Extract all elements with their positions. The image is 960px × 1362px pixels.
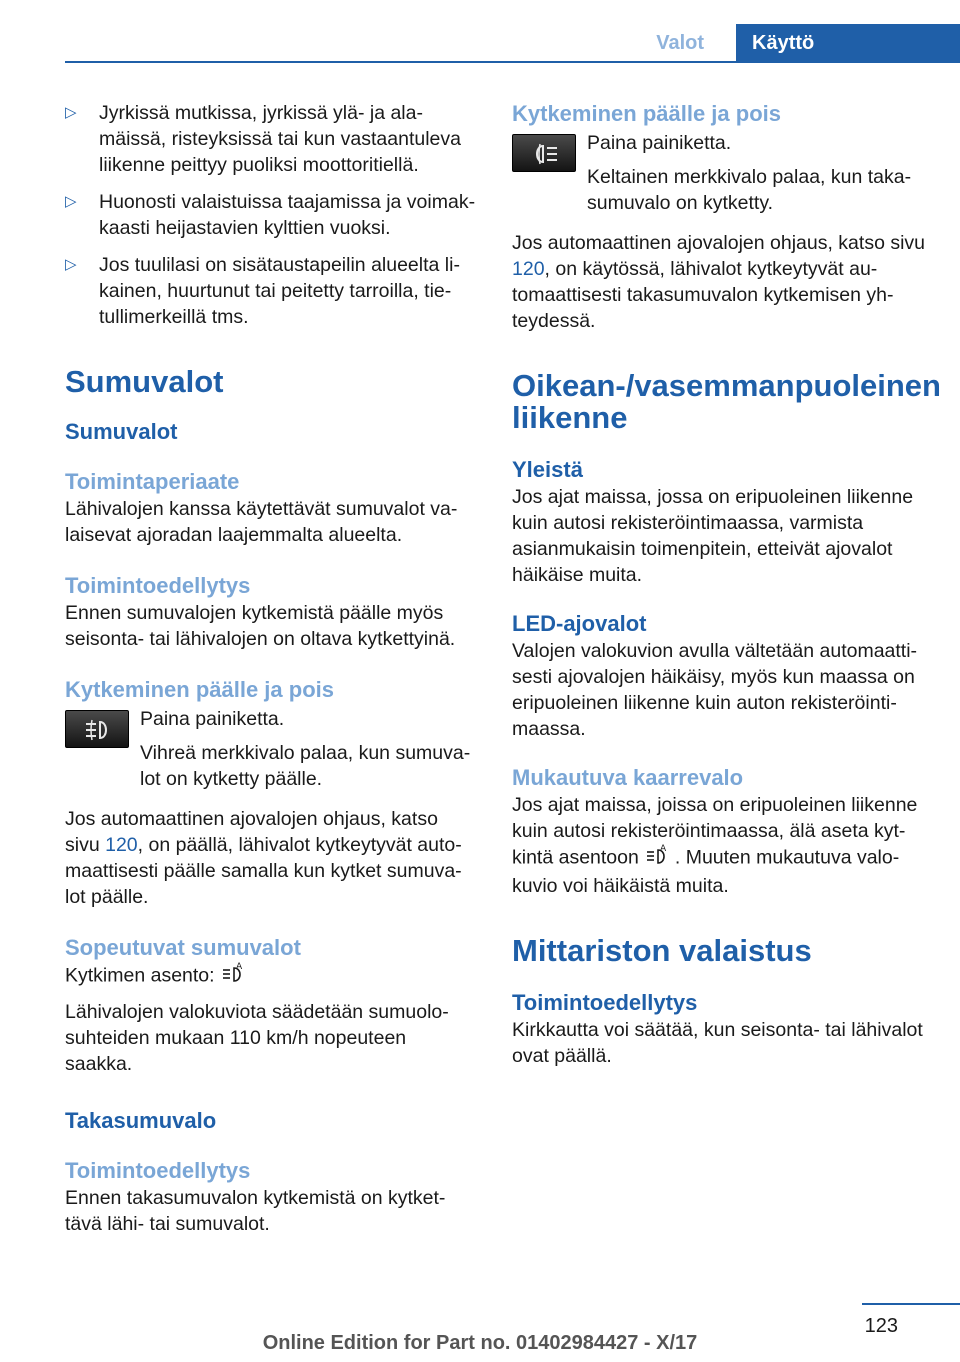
heading-oikean-vasemman: Oikean-/vasemmanpuoleinen liikenne — [512, 368, 941, 435]
right-column — [512, 100, 941, 1069]
front-fog-light-icon — [65, 710, 129, 748]
header-chapter: Käyttö — [736, 24, 960, 62]
page-header — [0, 24, 960, 62]
auto-headlight-icon — [645, 844, 669, 873]
heading-mukautuva: Mukautuva kaarrevalo — [512, 765, 744, 790]
heading-mittariston: Mittariston valaistus — [512, 933, 812, 968]
heading-toimintoedellytys-right: Toimintoedellytys — [512, 990, 698, 1015]
heading-sopeutuvat: Sopeutuvat sumuvalot — [65, 935, 301, 960]
edition-watermark: Online Edition for Part no. 01402984427 - X/17 — [262, 1332, 698, 1354]
heading-toimintoedellytys: Toimintoedellytys — [65, 573, 251, 598]
page-number: 123 — [864, 1315, 898, 1337]
header-section: Valot — [656, 32, 704, 54]
paragraph-toimintoedellytys: Ennen sumuvalojen kytkemistä päälle myös seisonta- tai lähivalojen on oltava kytkettyinä. — [65, 602, 456, 650]
auto-headlight-icon — [221, 962, 245, 991]
bullet-list — [65, 100, 477, 330]
paragraph-led: Valojen valokuvion avulla vältetään automaatti-sesti ajovalojen häikäisy, myös kun maassa on eripuoleinen liikenne kuin auton rekisteröinti-maassa. — [512, 640, 918, 740]
heading-toimintaperiaate: Toimintaperiaate — [65, 469, 240, 494]
list-item: ▷ Jos tuulilasi on sisätaustapeilin alueelta li-kainen, huurtunut tai peitetty tarroilla, tie-tullimerkeillä tms. — [65, 254, 460, 328]
paragraph-toimintoedellytys-right: Kirkkautta voi säätää, kun seisonta- tai lähivalot ovat päällä. — [512, 1019, 923, 1067]
svg-text:A: A — [235, 962, 242, 972]
rear-fog-button-row — [512, 130, 932, 216]
paragraph-sopeutuvat: Lähivalojen valokuviota säädetään sumuolo-suhteiden mukaan 110 km/h nopeuteen saakka. — [65, 1001, 449, 1075]
rear-fog-light-icon — [512, 134, 576, 172]
list-item: ▷ Jyrkissä mutkissa, jyrkissä ylä- ja ala-mäissä, risteyksissä tai kun vastaantuleva liikenne peittyy puoliksi moottoritiellä. — [65, 102, 461, 176]
page-link[interactable]: 120 — [105, 834, 138, 856]
subheading-sumuvalot: Sumuvalot — [65, 419, 178, 444]
paragraph-mukautuva: Jos ajat maissa, joissa on eripuoleinen liikenne kuin autosi rekisteröintimaassa, älä aseta kyt-kintä asentoon A . Muuten mukautuva valo-kuvio voi häikäistä muita. — [512, 794, 918, 897]
triangle-right-icon: ▷ — [65, 104, 77, 121]
heading-kytkeminen: Kytkeminen päälle ja pois — [65, 677, 334, 702]
button-instruction: Paina painiketta. — [587, 132, 732, 154]
triangle-right-icon: ▷ — [65, 193, 77, 210]
button-indicator-text: Vihreä merkkivalo palaa, kun sumuva-lot on kytketty päälle. — [140, 742, 471, 790]
heading-toimintoedellytys-2: Toimintoedellytys — [65, 1158, 251, 1183]
footer-rule — [862, 1303, 960, 1305]
button-instruction: Paina painiketta. — [140, 708, 285, 730]
paragraph-auto-headlight-rear: Jos automaattinen ajovalojen ohjaus, katso sivu 120, on käytössä, lähivalot kytkeytyvät au-tomaattisesti takasumuvalon kytkemisen yh-teydessä. — [512, 232, 926, 332]
list-item: ▷ Huonosti valaistuissa taajamissa ja voimak-kaasti heijastavien kylttien vuoksi. — [65, 191, 476, 239]
heading-sumuvalot: Sumuvalot — [65, 364, 224, 399]
heading-takasumuvalo: Takasumuvalo — [65, 1108, 217, 1133]
heading-yleista: Yleistä — [512, 457, 583, 482]
svg-text:A: A — [659, 844, 667, 854]
paragraph-toimintaperiaate: Lähivalojen kanssa käytettävät sumuvalot va-laisevat ajoradan laajemmalta alueelta. — [65, 498, 458, 546]
paragraph-auto-headlight: Jos automaattinen ajovalojen ohjaus, katso sivu 120, on päällä, lähivalot kytkeytyvät auto-maattisesti päälle samalla kun kytket sumuva-lot päälle. — [65, 808, 462, 908]
header-rule — [65, 61, 960, 63]
left-column — [65, 100, 477, 1237]
fog-button-row — [65, 706, 477, 792]
paragraph-kytkimen: Kytkimen asento: A — [65, 962, 477, 991]
heading-kytkeminen-rear: Kytkeminen päälle ja pois — [512, 101, 781, 126]
heading-led: LED-ajovalot — [512, 611, 647, 636]
triangle-right-icon: ▷ — [65, 256, 77, 273]
paragraph-yleista: Jos ajat maissa, jossa on eripuoleinen liikenne kuin autosi rekisteröintimaassa, varmista asianmukaisin toimenpitein, etteivät ajovalot häikäise muita. — [512, 486, 914, 586]
button-indicator-text: Keltainen merkkivalo palaa, kun taka-sumuvalo on kytketty. — [587, 166, 912, 214]
paragraph-toimintoedellytys-2: Ennen takasumuvalon kytkemistä on kytket-tävä lähi- tai sumuvalot. — [65, 1187, 446, 1235]
page-link[interactable]: 120 — [512, 258, 545, 280]
